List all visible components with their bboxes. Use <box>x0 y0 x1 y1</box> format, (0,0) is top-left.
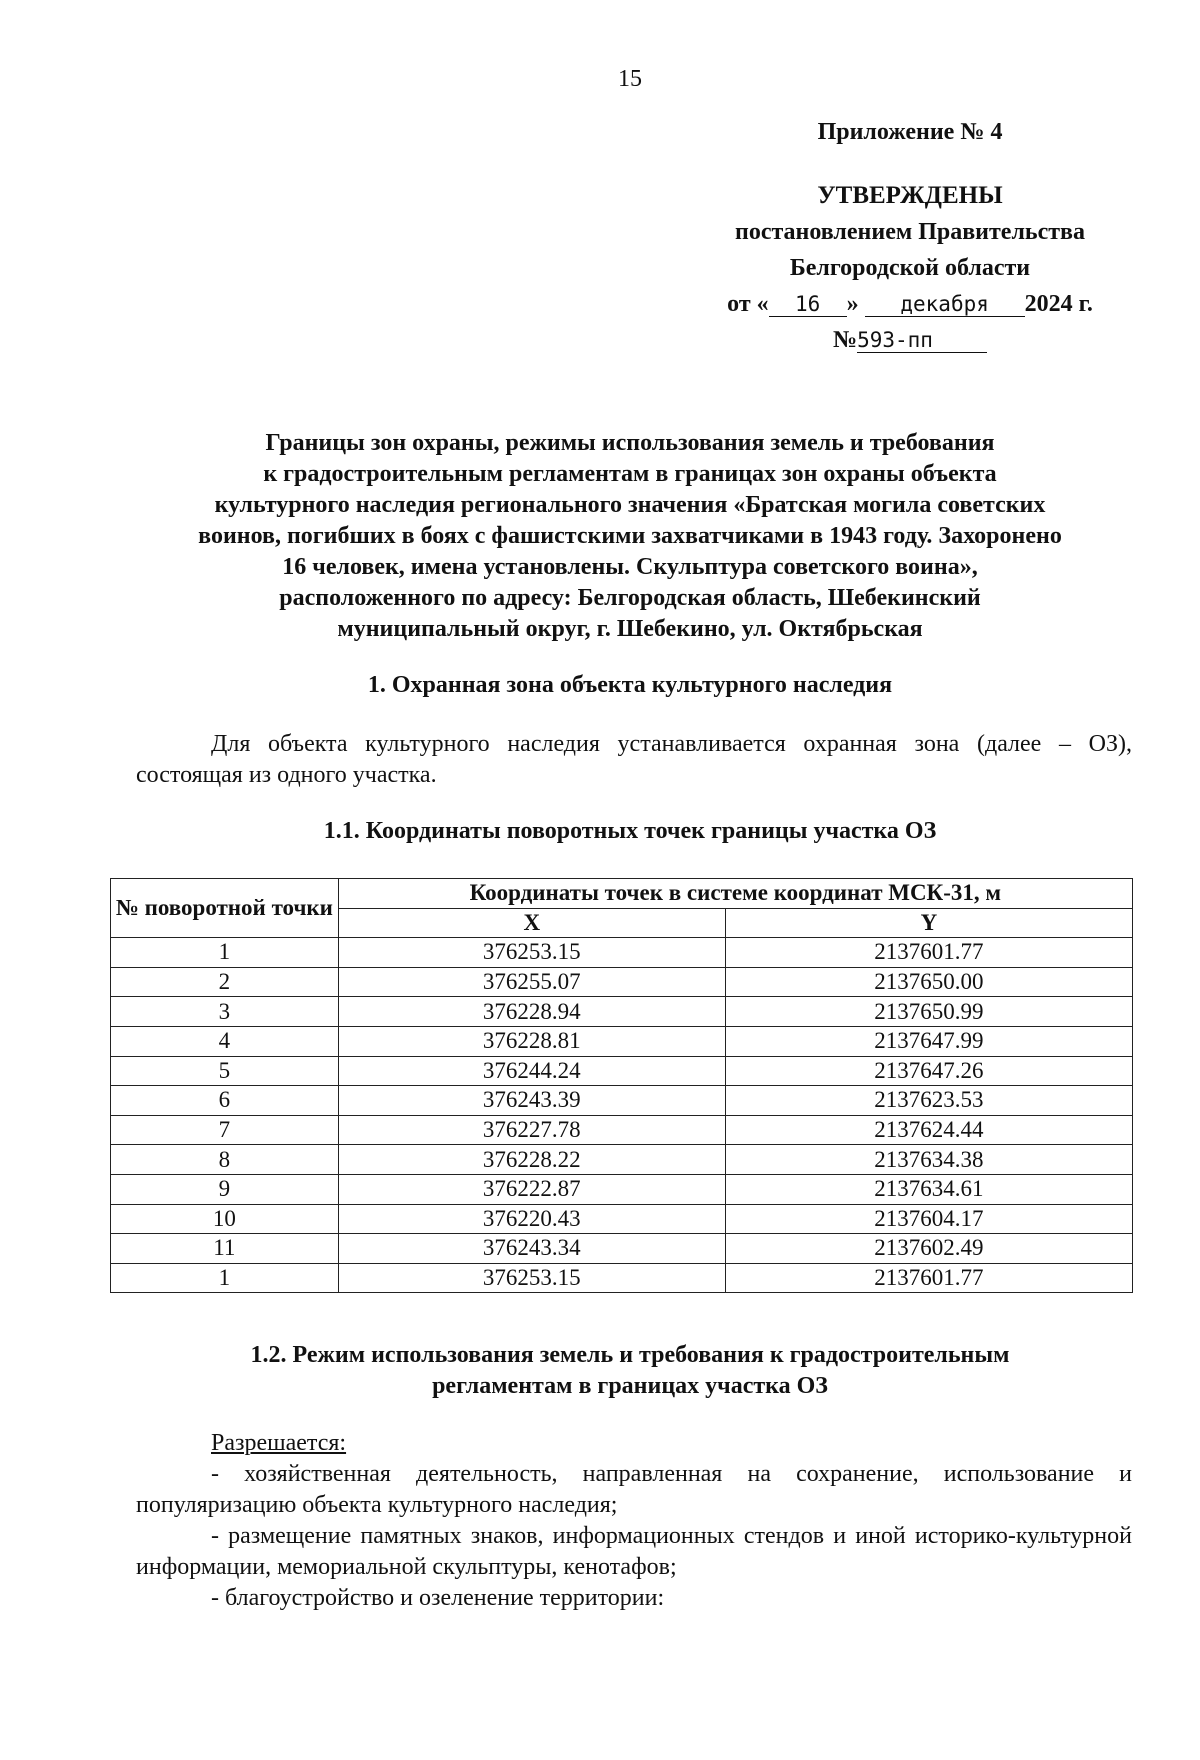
header-x: X <box>338 908 725 938</box>
date-mid: » <box>846 291 859 317</box>
date-day: 16 <box>769 292 847 317</box>
cell-x: 376253.15 <box>338 1263 725 1293</box>
cell-point-number: 1 <box>111 938 339 968</box>
cell-y: 2137634.61 <box>725 1174 1132 1204</box>
date-prefix: от « <box>727 291 769 317</box>
table-row <box>111 1174 1133 1204</box>
cell-point-number: 3 <box>111 997 339 1027</box>
cell-x: 376222.87 <box>338 1174 725 1204</box>
approval-date <box>690 286 1130 322</box>
cell-point-number: 5 <box>111 1056 339 1086</box>
allowed-list <box>136 1428 1132 1614</box>
document-title: Границы зон охраны, режимы использования земель и требования к градостроительным регламентам в границах зон охраны объекта культурного наследия регионального значения «Братская могила советских воинов, погибших в боях с фашистскими захватчиками в 1943 году. Захоронено 16 человек, имена установлены. Скульптура советского воина», расположенного по адресу: Белгородская область, Шебекинский муниципальный округ, г. Шебекино, ул. Октябрьская <box>198 430 1062 642</box>
cell-x: 376253.15 <box>338 938 725 968</box>
cell-x: 376255.07 <box>338 967 725 997</box>
table-row <box>111 1263 1133 1293</box>
table-row <box>111 938 1133 968</box>
table-row <box>111 1234 1133 1264</box>
section-1-paragraph: Для объекта культурного наследия устанавливается охранная зона (далее – ОЗ), состоящая из одного участка. <box>136 731 1132 788</box>
allowed-item: - хозяйственная деятельность, направленная на сохранение, использование и популяризацию объекта культурного наследия; <box>136 1461 1132 1518</box>
cell-y: 2137650.99 <box>725 997 1132 1027</box>
cell-x: 376228.94 <box>338 997 725 1027</box>
approval-block <box>690 114 1130 358</box>
cell-point-number: 8 <box>111 1145 339 1175</box>
page-number: 15 <box>618 66 642 92</box>
header-coordinates: Координаты точек в системе координат МСК-31, м <box>338 879 1132 909</box>
cell-point-number: 4 <box>111 1026 339 1056</box>
section-1-2-heading: 1.2. Режим использования земель и требования к градостроительным регламентам в границах участка ОЗ <box>250 1342 1010 1399</box>
approval-number <box>690 322 1130 358</box>
table-row <box>111 997 1133 1027</box>
cell-x: 376243.34 <box>338 1234 725 1264</box>
table-row <box>111 1115 1133 1145</box>
number-prefix: № <box>832 327 858 353</box>
cell-y: 2137604.17 <box>725 1204 1132 1234</box>
date-month: декабря <box>865 292 1025 317</box>
cell-y: 2137601.77 <box>725 938 1132 968</box>
appendix-label: Приложение № 4 <box>817 119 1003 145</box>
allowed-item: - благоустройство и озеленение территории: <box>211 1585 665 1611</box>
cell-y: 2137647.99 <box>725 1026 1132 1056</box>
approval-line-1: постановлением Правительства <box>734 219 1085 245</box>
table-row <box>111 967 1133 997</box>
cell-point-number: 2 <box>111 967 339 997</box>
table-row <box>111 1204 1133 1234</box>
table-row <box>111 1056 1133 1086</box>
cell-x: 376220.43 <box>338 1204 725 1234</box>
cell-x: 376228.22 <box>338 1145 725 1175</box>
table-header-row <box>111 879 1133 909</box>
table-row <box>111 1026 1133 1056</box>
cell-point-number: 1 <box>111 1263 339 1293</box>
section-1-heading: 1. Охранная зона объекта культурного наследия <box>367 672 893 698</box>
cell-y: 2137623.53 <box>725 1086 1132 1116</box>
cell-point-number: 9 <box>111 1174 339 1204</box>
cell-x: 376243.39 <box>338 1086 725 1116</box>
header-y: Y <box>725 908 1132 938</box>
coordinates-table <box>110 878 1133 1293</box>
cell-point-number: 11 <box>111 1234 339 1264</box>
cell-y: 2137634.38 <box>725 1145 1132 1175</box>
cell-point-number: 10 <box>111 1204 339 1234</box>
document-number: 593-пп <box>857 328 987 353</box>
cell-y: 2137602.49 <box>725 1234 1132 1264</box>
allowed-label: Разрешается: <box>211 1430 347 1456</box>
cell-x: 376228.81 <box>338 1026 725 1056</box>
header-point-number: № поворотной точки <box>111 879 339 938</box>
section-1-1-heading: 1.1. Координаты поворотных точек границы участка ОЗ <box>323 818 937 844</box>
approved-heading: УТВЕРЖДЕНЫ <box>817 182 1003 209</box>
cell-point-number: 7 <box>111 1115 339 1145</box>
cell-x: 376227.78 <box>338 1115 725 1145</box>
date-year: 2024 г. <box>1024 291 1093 317</box>
table-body <box>111 938 1133 1293</box>
cell-y: 2137647.26 <box>725 1056 1132 1086</box>
cell-y: 2137650.00 <box>725 967 1132 997</box>
approval-line-2: Белгородской области <box>789 255 1031 281</box>
table-row <box>111 1145 1133 1175</box>
table-row <box>111 1086 1133 1116</box>
cell-point-number: 6 <box>111 1086 339 1116</box>
cell-y: 2137624.44 <box>725 1115 1132 1145</box>
cell-x: 376244.24 <box>338 1056 725 1086</box>
allowed-item: - размещение памятных знаков, информационных стендов и иной историко-культурной информации, мемориальной скульптуры, кенотафов; <box>136 1523 1132 1580</box>
cell-y: 2137601.77 <box>725 1263 1132 1293</box>
